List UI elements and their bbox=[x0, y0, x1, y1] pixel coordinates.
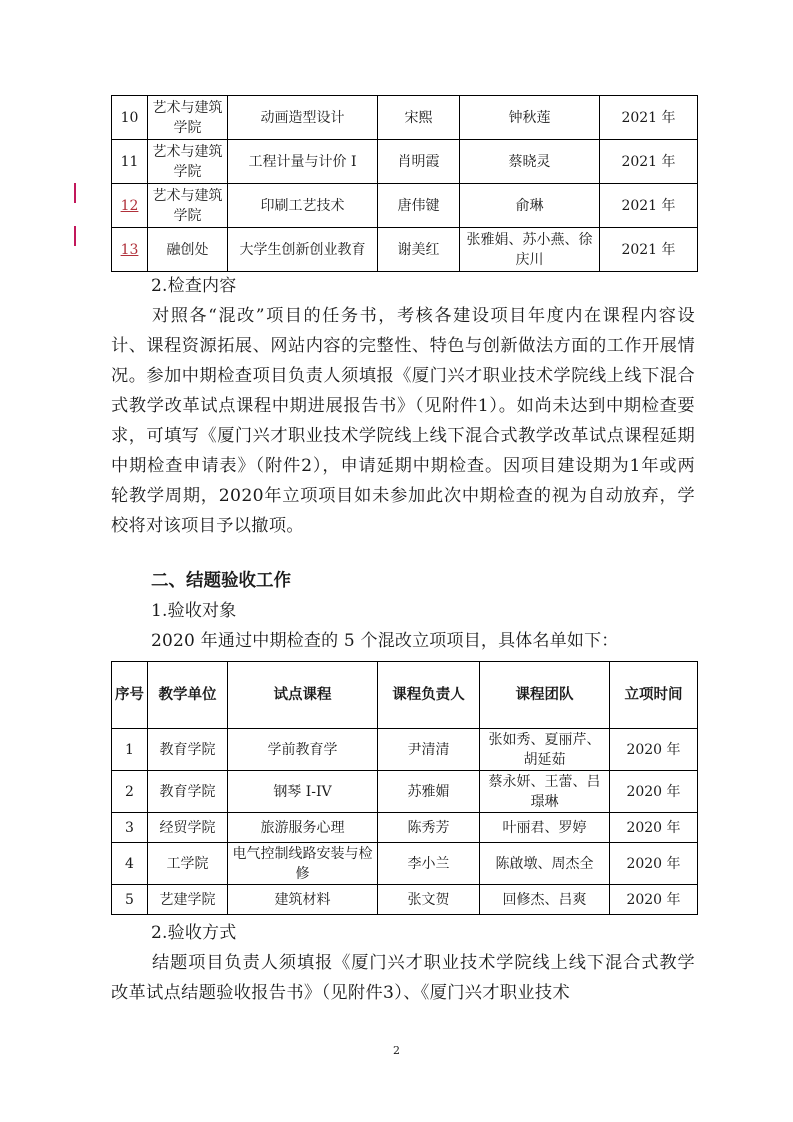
table-row bbox=[112, 140, 698, 184]
pilot-course-table-continued bbox=[111, 95, 698, 272]
pilot-course: 印刷工艺技术 bbox=[228, 184, 378, 228]
section-check-title: 2.检查内容 bbox=[151, 276, 237, 296]
course-team: 蔡永妍、王蕾、吕璟琳 bbox=[480, 771, 610, 813]
table-row bbox=[112, 843, 698, 885]
teaching-unit: 教育学院 bbox=[148, 771, 228, 813]
teaching-unit: 融创处 bbox=[148, 228, 228, 272]
section-target-title: 1.验收对象 bbox=[151, 601, 237, 621]
teaching-unit: 经贸学院 bbox=[148, 813, 228, 843]
header-unit: 教学单位 bbox=[148, 662, 228, 729]
row-number: 10 bbox=[112, 96, 148, 140]
course-team: 叶丽君、罗婷 bbox=[480, 813, 610, 843]
pilot-course: 动画造型设计 bbox=[228, 96, 378, 140]
row-number: 4 bbox=[112, 843, 148, 885]
table-row bbox=[112, 885, 698, 915]
final-acceptance-table bbox=[111, 661, 698, 915]
header-number: 序号 bbox=[112, 662, 148, 729]
project-year: 2020 年 bbox=[610, 813, 698, 843]
header-leader: 课程负责人 bbox=[378, 662, 480, 729]
table-row bbox=[112, 729, 698, 771]
row-number: 3 bbox=[112, 813, 148, 843]
teaching-unit: 工学院 bbox=[148, 843, 228, 885]
pilot-course: 工程计量与计价 I bbox=[228, 140, 378, 184]
row-number-text[interactable]: 12 bbox=[120, 197, 139, 214]
table-row bbox=[112, 813, 698, 843]
course-leader: 宋熙 bbox=[378, 96, 460, 140]
pilot-course: 建筑材料 bbox=[228, 885, 378, 915]
pilot-course: 大学生创新创业教育 bbox=[228, 228, 378, 272]
course-team: 陈啟墩、周杰全 bbox=[480, 843, 610, 885]
course-team: 张雅娟、苏小燕、徐庆川 bbox=[460, 228, 600, 272]
page-number: 2 bbox=[393, 1044, 400, 1057]
project-year: 2021 年 bbox=[600, 228, 698, 272]
pilot-course: 学前教育学 bbox=[228, 729, 378, 771]
project-year: 2021 年 bbox=[600, 140, 698, 184]
section-target-body: 2020 年通过中期检查的 5 个混改立项项目，具体名单如下： bbox=[151, 631, 619, 651]
revision-mark bbox=[74, 226, 76, 246]
row-number: 5 bbox=[112, 885, 148, 915]
header-team: 课程团队 bbox=[480, 662, 610, 729]
project-year: 2020 年 bbox=[610, 885, 698, 915]
table-row bbox=[112, 96, 698, 140]
course-leader: 尹清清 bbox=[378, 729, 480, 771]
row-number-text[interactable]: 13 bbox=[120, 241, 139, 258]
course-leader: 苏雅媚 bbox=[378, 771, 480, 813]
section-method-body: 结题项目负责人须填报《厦门兴才职业技术学院线上线下混合式教学改革试点结题验收报告书》（见附件3）、《厦门兴才职业技术 bbox=[111, 953, 695, 1003]
course-team: 俞琳 bbox=[460, 184, 600, 228]
teaching-unit: 艺术与建筑学院 bbox=[148, 96, 228, 140]
course-leader: 唐伟键 bbox=[378, 184, 460, 228]
project-year: 2020 年 bbox=[610, 843, 698, 885]
pilot-course: 旅游服务心理 bbox=[228, 813, 378, 843]
row-number: 2 bbox=[112, 771, 148, 813]
row-number: 1 bbox=[112, 729, 148, 771]
course-team: 回修杰、吕爽 bbox=[480, 885, 610, 915]
header-course: 试点课程 bbox=[228, 662, 378, 729]
teaching-unit: 艺术与建筑学院 bbox=[148, 140, 228, 184]
table-row bbox=[112, 228, 698, 272]
project-year: 2021 年 bbox=[600, 96, 698, 140]
course-leader: 肖明霞 bbox=[378, 140, 460, 184]
project-year: 2020 年 bbox=[610, 729, 698, 771]
table-header-row bbox=[112, 662, 698, 729]
row-number-link[interactable] bbox=[112, 228, 148, 272]
course-team: 张如秀、夏丽芹、胡延茹 bbox=[480, 729, 610, 771]
course-leader: 陈秀芳 bbox=[378, 813, 480, 843]
row-number: 11 bbox=[112, 140, 148, 184]
project-year: 2021 年 bbox=[600, 184, 698, 228]
course-leader: 张文贺 bbox=[378, 885, 480, 915]
table-row bbox=[112, 771, 698, 813]
header-year: 立项时间 bbox=[610, 662, 698, 729]
pilot-course: 电气控制线路安装与检修 bbox=[228, 843, 378, 885]
table-row bbox=[112, 184, 698, 228]
course-leader: 李小兰 bbox=[378, 843, 480, 885]
section-method-title: 2.验收方式 bbox=[151, 923, 237, 943]
course-leader: 谢美红 bbox=[378, 228, 460, 272]
teaching-unit: 艺术与建筑学院 bbox=[148, 184, 228, 228]
row-number-link[interactable] bbox=[112, 184, 148, 228]
project-year: 2020 年 bbox=[610, 771, 698, 813]
pilot-course: 钢琴 I-IV bbox=[228, 771, 378, 813]
section-heading: 二、结题验收工作 bbox=[151, 571, 291, 591]
course-team: 钟秋莲 bbox=[460, 96, 600, 140]
course-team: 蔡晓灵 bbox=[460, 140, 600, 184]
teaching-unit: 艺建学院 bbox=[148, 885, 228, 915]
revision-mark bbox=[74, 183, 76, 203]
section-check-body: 对照各“混改”项目的任务书，考核各建设项目年度内在课程内容设计、课程资源拓展、网站内容的完整性、特色与创新做法方面的工作开展情况。参加中期检查项目负责人须填报《厦门兴才职业技术学院线上线下混合式教学改革试点课程中期进展报告书》（见附件1）。如尚未达到中期检查要求，可填写《厦门兴才职业技术学院线上线下混合式教学改革试点课程延期中期检查申请表》（附件2），申请延期中期检查。因项目建设期为1年或两轮教学周期，2020年立项项目如未参加此次中期检查的视为自动放弃，学校将对该项目予以撤项。 bbox=[111, 306, 695, 536]
teaching-unit: 教育学院 bbox=[148, 729, 228, 771]
